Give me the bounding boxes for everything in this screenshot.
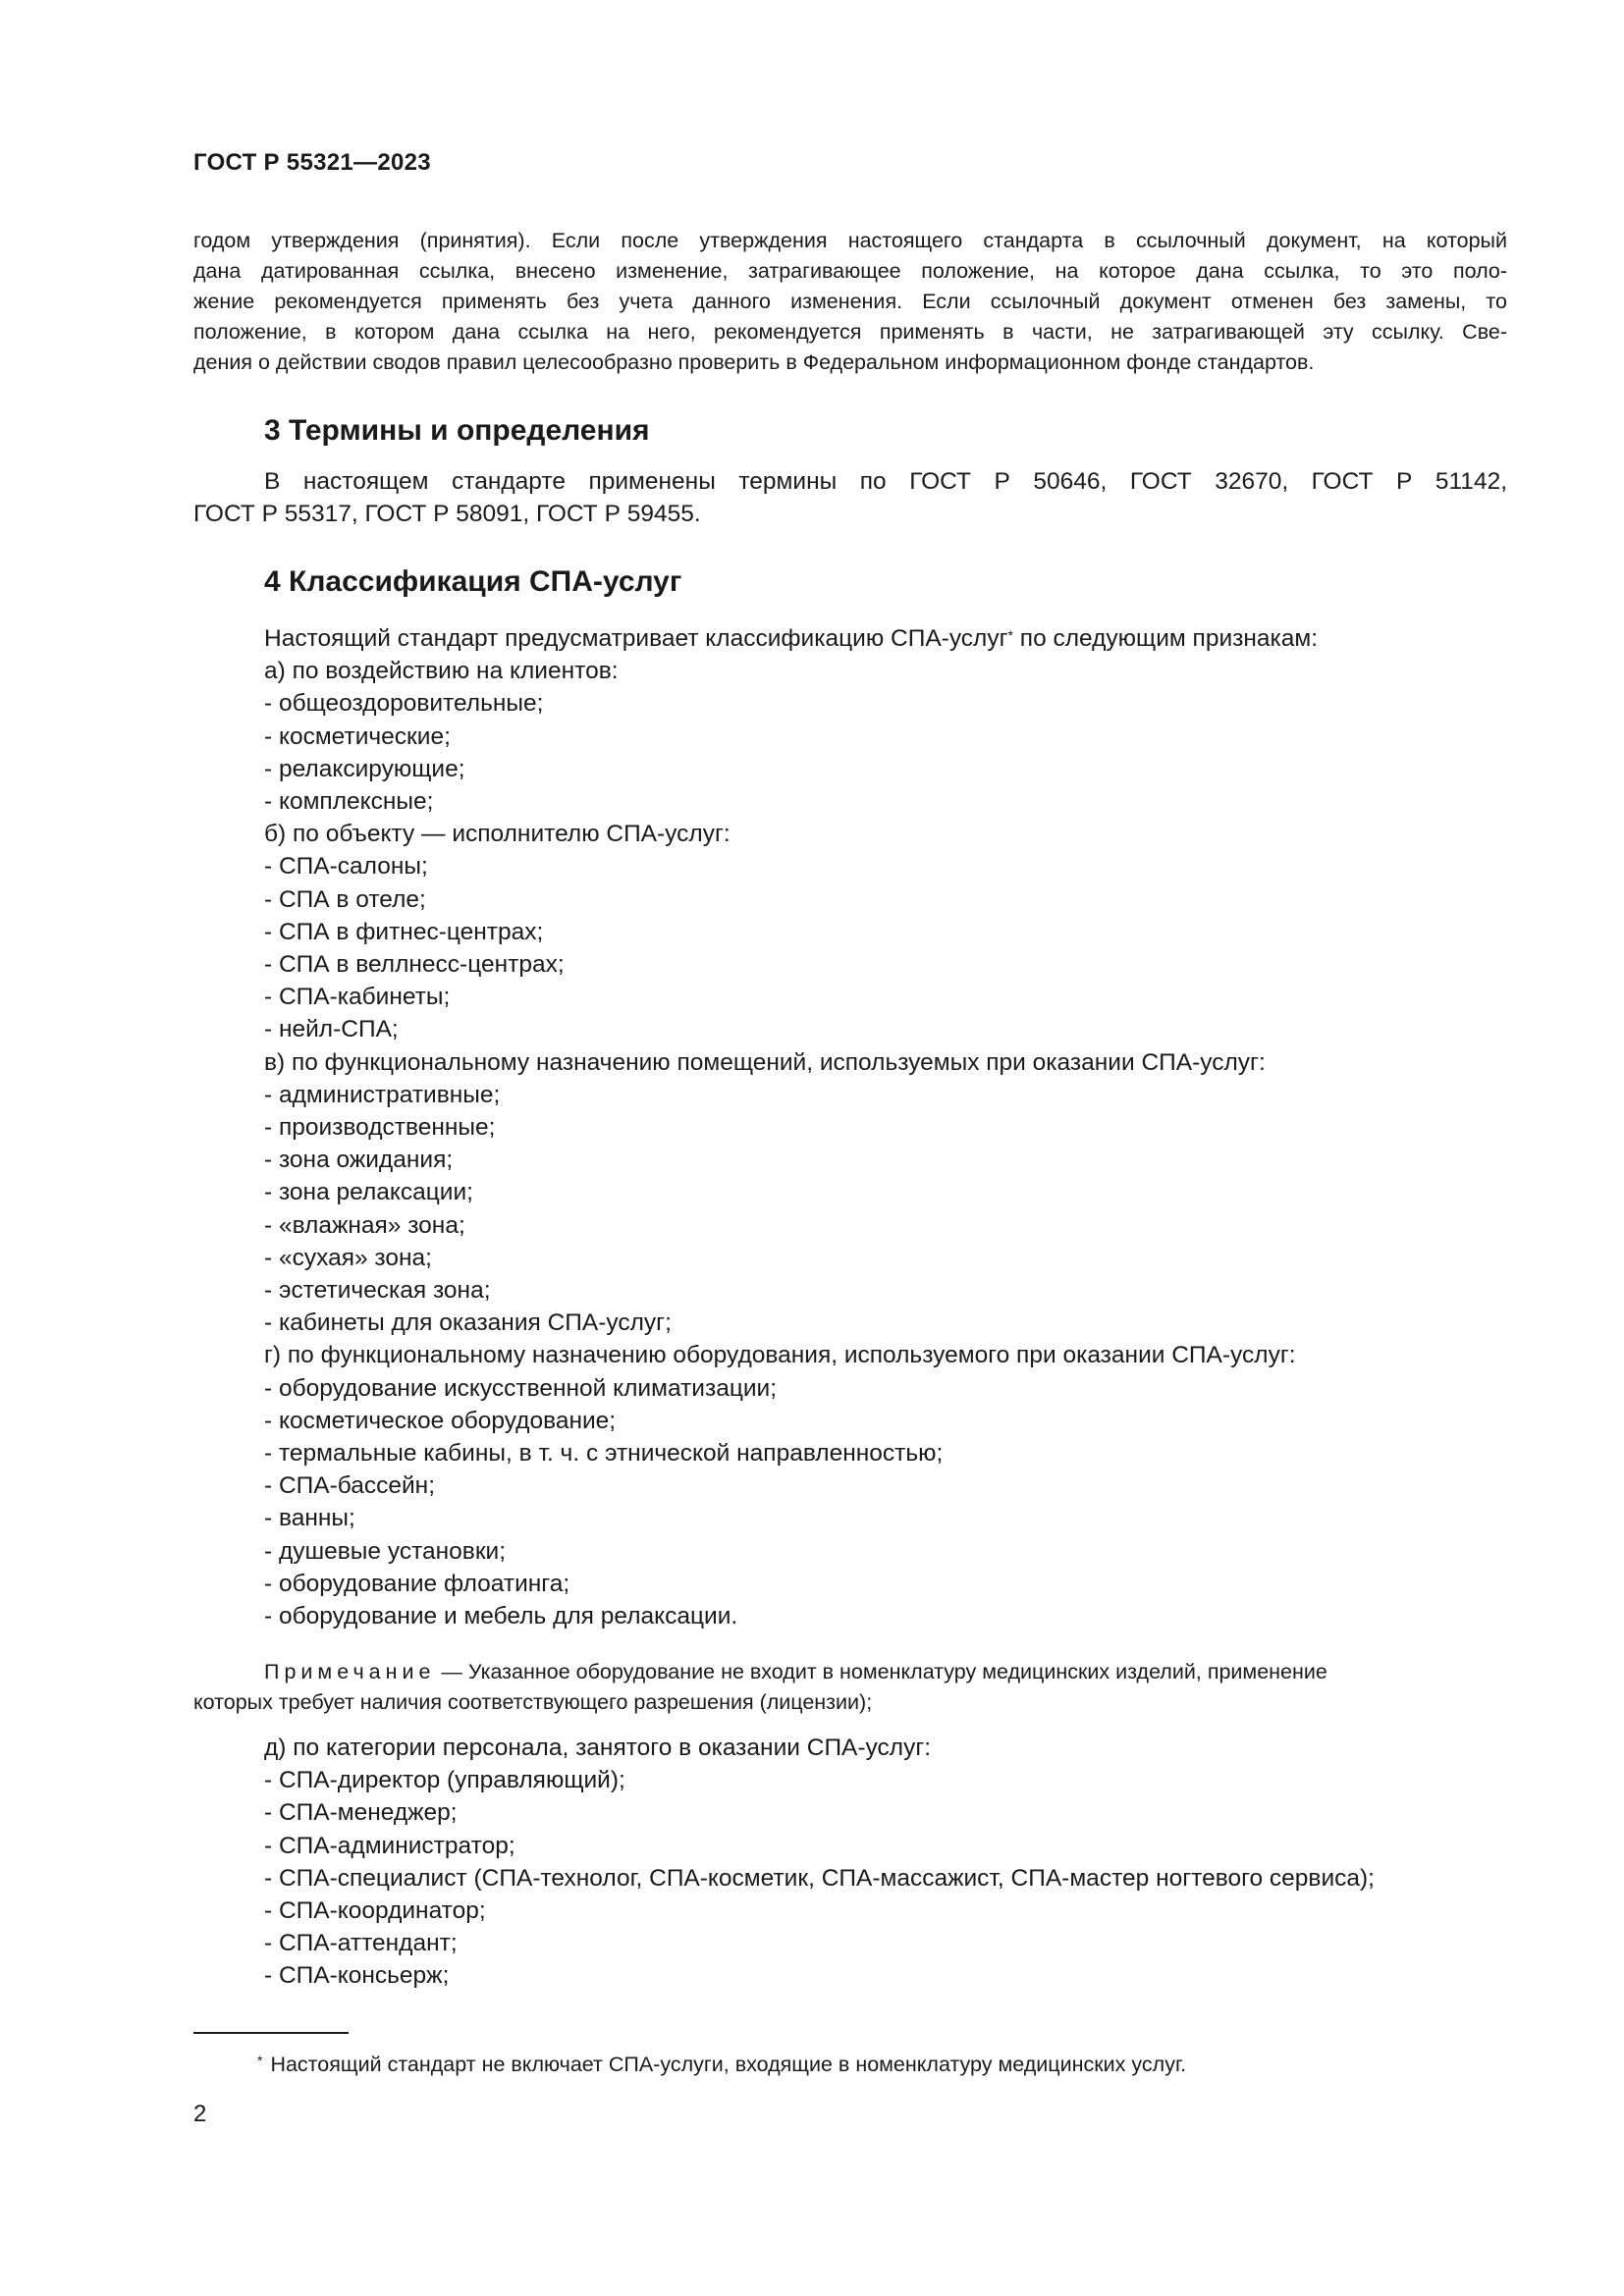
- list-item: - «влажная» зона;: [264, 1211, 465, 1239]
- list-item: - СПА в веллнесс-центрах;: [264, 951, 565, 979]
- list-item: - кабинеты для оказания СПА-услуг;: [264, 1309, 672, 1337]
- list-item: - «сухая» зона;: [264, 1244, 432, 1271]
- list-item: - ванны;: [264, 1505, 355, 1532]
- list-item: - СПА в фитнес-центрах;: [264, 918, 544, 945]
- footnote: [257, 2050, 1186, 2079]
- list-item: - оборудование флоатинга;: [264, 1570, 570, 1597]
- list-item: - общеоздоровительные;: [264, 690, 544, 718]
- classification-list-top: [264, 622, 1511, 1632]
- list-item: - душевые установки;: [264, 1537, 507, 1565]
- section-3-paragraph: [193, 465, 1507, 530]
- list-item: - административные;: [264, 1081, 501, 1108]
- intro-line: годом утверждения (принятия). Если после утверждения настоящего стандарта в ссылочный документ, на который: [193, 229, 1507, 252]
- classification-intro: [264, 622, 1511, 655]
- list-item: - зона релаксации;: [264, 1179, 473, 1206]
- list-item: - СПА-директор (управляющий);: [264, 1767, 625, 1794]
- list-item: - СПА-кабинеты;: [264, 984, 451, 1011]
- list-item: - СПА-менеджер;: [264, 1799, 458, 1827]
- list-item: - термальные кабины, в т. ч. с этнической направленностью;: [264, 1440, 944, 1468]
- note-line: которых требует наличия соответствующего разрешения (лицензии);: [193, 1690, 873, 1714]
- footnote-reference-mark[interactable]: *: [1007, 627, 1013, 643]
- list-item: в) по функциональному назначению помещений, используемых при оказании СПА-услуг:: [264, 1048, 1266, 1076]
- list-item: - СПА-специалист (СПА-технолог, СПА-косметик, СПА-массажист, СПА-мастер ногтевого сервиса);: [264, 1864, 1375, 1892]
- section-3-title: 3 Термины и определения: [264, 414, 650, 447]
- list-item: - оборудование искусственной климатизации;: [264, 1374, 778, 1402]
- list-item: - нейл-СПА;: [264, 1016, 399, 1043]
- section-4-title: 4 Классификация СПА-услуг: [264, 565, 682, 598]
- document-code-header: ГОСТ Р 55321—2023: [193, 149, 431, 176]
- list-item: - СПА-салоны;: [264, 853, 428, 881]
- classification-intro-tail: по следующим признакам:: [1013, 625, 1319, 652]
- list-item: - косметические;: [264, 722, 451, 750]
- list-item: - эстетическая зона;: [264, 1277, 491, 1305]
- intro-line: положение, в котором дана ссылка на него, рекомендуется применять в части, не затрагивающей эту ссылку. Све-: [193, 320, 1507, 344]
- list-item: г) по функциональному назначению оборудования, используемого при оказании СПА-услуг:: [264, 1342, 1296, 1369]
- footnote-text: Настоящий стандарт не включает СПА-услуги, входящие в номенклатуру медицинских услуг.: [270, 2053, 1187, 2076]
- section-3-line: ГОСТ Р 55317, ГОСТ Р 58091, ГОСТ Р 59455.: [193, 501, 701, 527]
- classification-intro-text: Настоящий стандарт предусматривает классификацию СПА-услуг: [264, 625, 1008, 652]
- list-item: б) по объекту — исполнителю СПА-услуг:: [264, 821, 731, 848]
- note-line: [193, 1657, 1507, 1687]
- list-item: - оборудование и мебель для релаксации.: [264, 1603, 738, 1630]
- list-item: д) по категории персонала, занятого в оказании СПА-услуг:: [264, 1735, 932, 1761]
- intro-paragraph: [193, 226, 1507, 378]
- intro-line: дана датированная ссылка, внесено изменение, затрагивающее положение, на которое дана ссылка, то это поло-: [193, 259, 1507, 283]
- note-paragraph: [193, 1657, 1507, 1718]
- note-text: — Указанное оборудование не входит в номенклатуру медицинских изделий, применение: [435, 1660, 1327, 1683]
- list-item: - релаксирующие;: [264, 755, 465, 782]
- classification-list-bottom: [264, 1732, 1511, 1993]
- section-3-line: В настоящем стандарте применены термины по ГОСТ Р 50646, ГОСТ 32670, ГОСТ Р 51142,: [264, 468, 1507, 495]
- footnote-separator: [193, 2032, 349, 2034]
- list-item: - СПА-бассейн;: [264, 1472, 436, 1500]
- footnote-mark: *: [257, 2053, 263, 2068]
- page-number: 2: [193, 2101, 207, 2127]
- list-item: - производственные;: [264, 1114, 496, 1142]
- list-item: - СПА-администратор;: [264, 1832, 515, 1859]
- intro-line: дения о действии сводов правил целесообразно проверить в Федеральном информационном фонде стандартов.: [193, 350, 1315, 374]
- list-item: - СПА в отеле;: [264, 885, 426, 913]
- list-item: - зона ожидания;: [264, 1147, 454, 1174]
- list-item: - СПА-аттендант;: [264, 1930, 458, 1957]
- list-item: - косметическое оборудование;: [264, 1407, 617, 1434]
- note-label: Примечание: [264, 1660, 436, 1683]
- list-item: - комплексные;: [264, 788, 434, 816]
- list-item: а) по воздействию на клиентов:: [264, 658, 619, 685]
- list-item: - СПА-консьерж;: [264, 1962, 450, 1990]
- intro-line: жение рекомендуется применять без учета данного изменения. Если ссылочный документ отменен без замены, то: [193, 290, 1507, 313]
- list-item: - СПА-координатор;: [264, 1897, 486, 1925]
